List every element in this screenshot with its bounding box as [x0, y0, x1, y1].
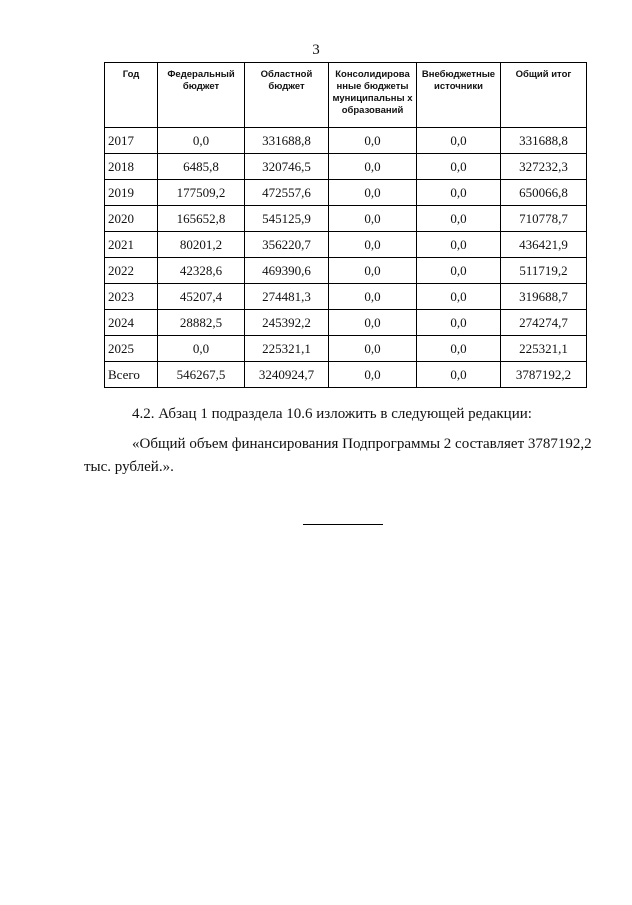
- table-row: [105, 336, 587, 362]
- table-row: [105, 128, 587, 154]
- cell-regional: 356220,7: [245, 232, 329, 258]
- financing-table: [104, 62, 587, 388]
- cell-year: 2023: [105, 284, 158, 310]
- cell-year: 2025: [105, 336, 158, 362]
- cell-regional: 274481,3: [245, 284, 329, 310]
- cell-regional: 245392,2: [245, 310, 329, 336]
- paragraph-quote-line-2: тыс. рублей.».: [84, 459, 174, 475]
- cell-extra-budgetary: 0,0: [417, 284, 501, 310]
- paragraph-amendment: 4.2. Абзац 1 подраздела 10.6 изложить в следующей редакции:: [132, 406, 532, 422]
- cell-federal: 0,0: [158, 128, 245, 154]
- cell-federal: 28882,5: [158, 310, 245, 336]
- table-total-row: [105, 362, 587, 388]
- table-header-row: [105, 63, 587, 128]
- paragraph-quote-line-1: «Общий объем финансирования Подпрограммы 2 составляет 3787192,2: [132, 436, 592, 452]
- cell-total: 274274,7: [501, 310, 587, 336]
- cell-municipal: 0,0: [329, 336, 417, 362]
- cell-regional: 225321,1: [245, 336, 329, 362]
- cell-extra-budgetary: 0,0: [417, 206, 501, 232]
- cell-year: 2022: [105, 258, 158, 284]
- cell-total: 710778,7: [501, 206, 587, 232]
- header-total: Общий итог: [501, 63, 587, 128]
- header-regional-budget: Областной бюджет: [245, 63, 329, 128]
- cell-extra-budgetary: 0,0: [417, 154, 501, 180]
- cell-municipal: 0,0: [329, 128, 417, 154]
- cell-year: 2017: [105, 128, 158, 154]
- cell-extra-budgetary: 0,0: [417, 258, 501, 284]
- cell-federal: 165652,8: [158, 206, 245, 232]
- cell-federal: 546267,5: [158, 362, 245, 388]
- table-row: [105, 180, 587, 206]
- cell-regional: 320746,5: [245, 154, 329, 180]
- cell-municipal: 0,0: [329, 284, 417, 310]
- cell-total: 3787192,2: [501, 362, 587, 388]
- cell-total: 511719,2: [501, 258, 587, 284]
- cell-extra-budgetary: 0,0: [417, 128, 501, 154]
- cell-extra-budgetary: 0,0: [417, 310, 501, 336]
- cell-municipal: 0,0: [329, 310, 417, 336]
- cell-total: 331688,8: [501, 128, 587, 154]
- cell-municipal: 0,0: [329, 206, 417, 232]
- cell-regional: 469390,6: [245, 258, 329, 284]
- cell-regional: 545125,9: [245, 206, 329, 232]
- cell-federal: 42328,6: [158, 258, 245, 284]
- cell-extra-budgetary: 0,0: [417, 180, 501, 206]
- cell-municipal: 0,0: [329, 180, 417, 206]
- cell-total: 225321,1: [501, 336, 587, 362]
- cell-federal: 6485,8: [158, 154, 245, 180]
- cell-year: 2020: [105, 206, 158, 232]
- cell-extra-budgetary: 0,0: [417, 362, 501, 388]
- closing-rule: [303, 524, 383, 525]
- cell-municipal: 0,0: [329, 232, 417, 258]
- table-row: [105, 206, 587, 232]
- cell-total: 319688,7: [501, 284, 587, 310]
- cell-year: 2021: [105, 232, 158, 258]
- cell-federal: 0,0: [158, 336, 245, 362]
- header-year: Год: [105, 63, 158, 128]
- table-row: [105, 154, 587, 180]
- cell-extra-budgetary: 0,0: [417, 232, 501, 258]
- cell-regional: 3240924,7: [245, 362, 329, 388]
- cell-municipal: 0,0: [329, 154, 417, 180]
- header-extra-budgetary: Внебюджетные источники: [417, 63, 501, 128]
- cell-municipal: 0,0: [329, 258, 417, 284]
- cell-extra-budgetary: 0,0: [417, 336, 501, 362]
- table-row: [105, 232, 587, 258]
- table-row: [105, 284, 587, 310]
- cell-federal: 45207,4: [158, 284, 245, 310]
- cell-federal: 80201,2: [158, 232, 245, 258]
- cell-year: Всего: [105, 362, 158, 388]
- cell-year: 2024: [105, 310, 158, 336]
- page-number: 3: [312, 42, 320, 58]
- cell-regional: 331688,8: [245, 128, 329, 154]
- cell-total: 436421,9: [501, 232, 587, 258]
- table-row: [105, 258, 587, 284]
- table-row: [105, 310, 587, 336]
- cell-municipal: 0,0: [329, 362, 417, 388]
- cell-year: 2018: [105, 154, 158, 180]
- cell-federal: 177509,2: [158, 180, 245, 206]
- header-municipal-budgets: Консолидирова нные бюджеты муниципальны х образований: [329, 63, 417, 128]
- cell-year: 2019: [105, 180, 158, 206]
- cell-total: 650066,8: [501, 180, 587, 206]
- cell-total: 327232,3: [501, 154, 587, 180]
- header-federal-budget: Федеральный бюджет: [158, 63, 245, 128]
- cell-regional: 472557,6: [245, 180, 329, 206]
